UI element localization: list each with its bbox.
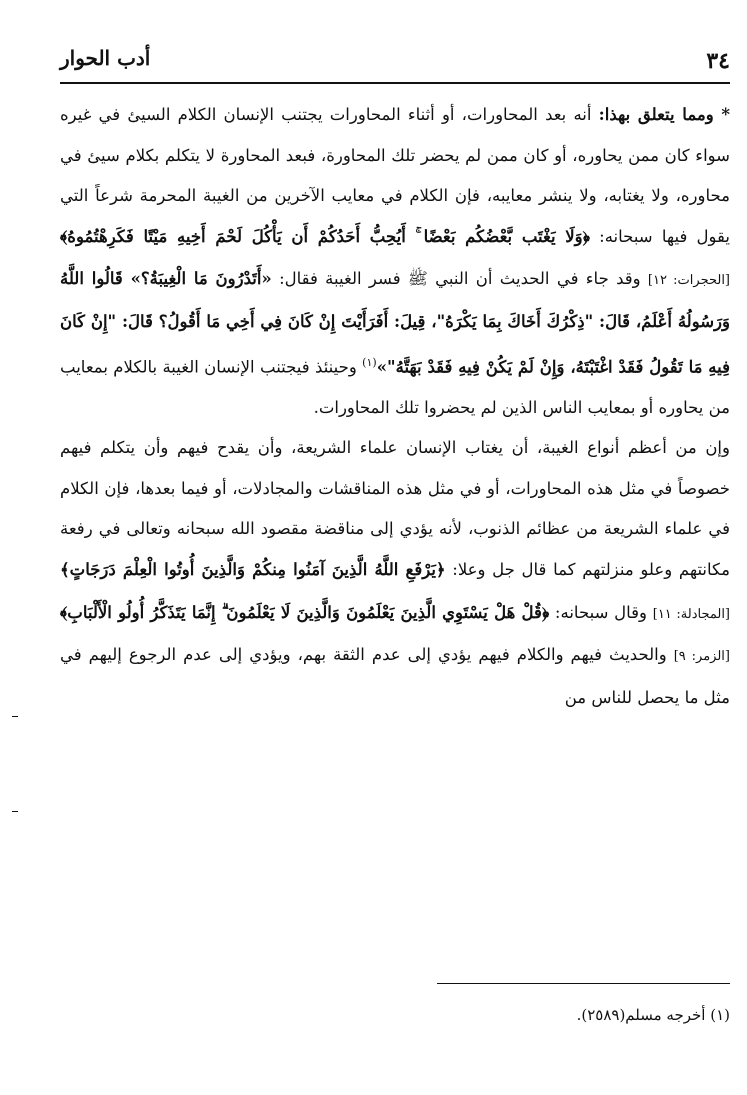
running-title: أدب الحوار (60, 46, 151, 70)
verse-reference: [الحجرات: ١٢] (647, 273, 731, 289)
paragraph-text: وإن من أعظم أنواع الغيبة، أن يغتاب الإنسان علماء الشريعة، وأن يقدح فيهم وأن يتكلم فيهم خصوصاً في مثل هذه المحاورات، أو في مثل هذه المناقشات والمجادلات، أو فيما بعدها، فإن الكلام في علماء الشريعة من عظائم الذنوب، لأنه يؤدي إلى مناقضة مقصود الله سبحانه وتعالى في رفعة مكانتهم وعلو منزلتهم كما قال جل وعلا: (60, 438, 730, 580)
paragraph-text: وقال سبحانه: (549, 602, 653, 622)
footnote: (١) أخرجه مسلم(٢٥٨٩). (576, 1006, 730, 1024)
paragraph-lead: * ومما يتعلق بهذا: (598, 105, 730, 124)
verse-reference: [المجادلة: ١١] (652, 606, 731, 622)
paragraph-1 (60, 95, 730, 428)
paragraph-text: أنه بعد المحاورات، أو أثناء المحاورات يجتنب الإنسان الكلام السيئ في غيره سواء كان ممن يحاوره، أو كان ممن لم يحضر تلك المحاورة، فبعد المحاورة لا يتكلم بكلام سيئ في محاوره، ولا يغتابه، ولا ينشر معايبه، فإن الكلام في معايب الآخرين من الغيبة المحرمة شرعاً التي يقول فيها سبحانه: (60, 105, 730, 246)
page-number: ٣٤ (706, 48, 730, 74)
footnote-rule (437, 983, 730, 984)
header-rule (60, 82, 730, 84)
paragraph-2 (60, 428, 730, 718)
page-header (60, 38, 730, 78)
quran-verse: ﴿قُلْ هَلْ يَسْتَوِي الَّذِينَ يَعْلَمُونَ وَالَّذِينَ لَا يَعْلَمُونَ ۗ إِنَّمَا يَتَذَكَّرُ أُولُو الْأَلْبَابِ﴾ (60, 602, 550, 622)
paragraph-text: وقد جاء في الحديث أن النبي ﷺ فسر الغيبة فقال: (271, 269, 648, 289)
verse-reference: [الزمر: ٩] (673, 649, 730, 665)
hadith-quote: «أَتَدْرُونَ مَا الْغِيبَةُ؟» قَالُوا اللَّهُ وَرَسُولُهُ أَعْلَمُ، قَالَ: "ذِكْرُكَ أَخَاكَ بِمَا يَكْرَهُ"، قِيلَ: أَفَرَأَيْتَ إِنْ كَانَ فِي أَخِي مَا أَقُولُ؟ قَالَ: "إِنْ كَانَ فِيهِ مَا تَقُولُ فَقَدْ اغْتَبْتَهُ، وَإِنْ لَمْ يَكُنْ فِيهِ فَقَدْ بَهَتَّهُ"» (60, 269, 731, 377)
footnote-marker[interactable]: (١) (362, 355, 377, 369)
quran-verse: ﴿وَلَا يَغْتَب بَّعْضُكُم بَعْضًا ۚ أَيُحِبُّ أَحَدُكُمْ أَن يَأْكُلَ لَحْمَ أَخِيهِ مَيْتًا فَكَرِهْتُمُوهُ﴾ (60, 226, 590, 246)
quran-verse: ﴿يَرْفَعِ اللَّهُ الَّذِينَ آمَنُوا مِنكُمْ وَالَّذِينَ أُوتُوا الْعِلْمَ دَرَجَاتٍ﴾ (60, 560, 446, 580)
paragraph-text: والحديث فيهم والكلام فيهم يؤدي إلى عدم الثقة بهم، ويؤدي إلى عدم الرجوع إليهم في مثل ما يحصل للناس من (60, 645, 730, 707)
paragraph-text: وحينئذ فيجتنب الإنسان الغيبة بالكلام بمعايب من يحاوره أو بمعايب الناس الذين لم يحضروا تلك المحاورات. (60, 357, 730, 417)
main-text (60, 95, 730, 955)
margin-mark (12, 716, 18, 717)
margin-mark (12, 811, 18, 812)
